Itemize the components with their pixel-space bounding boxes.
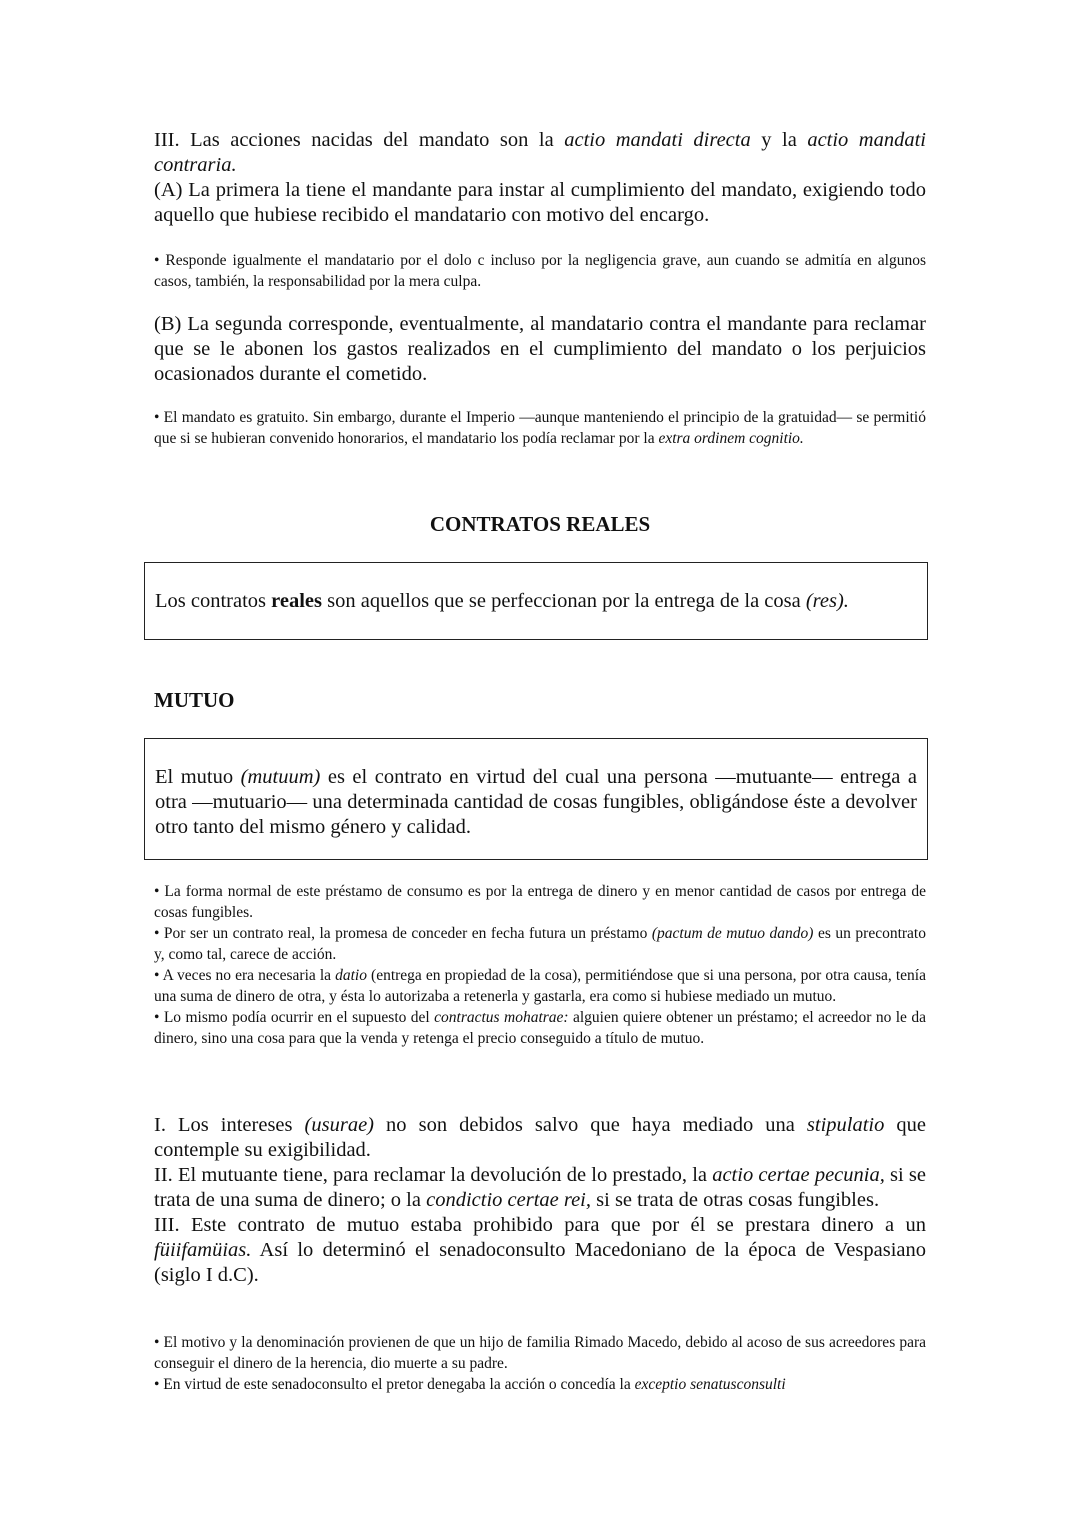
text: II. El mutuante tiene, para reclamar la devolución de lo prestado, la <box>154 1164 713 1186</box>
italic-term: stipulatio <box>806 1114 885 1136</box>
text: • El mandato es gratuito. Sin embargo, durante el Imperio —aunque manteniendo el principio de la gratuidad— se permitió que si se hubieran convenido honorarios, el mandatario los podía reclamar por la <box>154 409 926 447</box>
text: Así lo determinó el senadoconsulto Macedoniano de la época de Vespasiano (siglo I d.C). <box>154 1239 926 1286</box>
paragraph-actions-mandato <box>154 128 926 178</box>
text: • A veces no era necesaria la <box>154 967 336 984</box>
heading-mutuo: MUTUO <box>154 688 235 712</box>
text: son aquellos que se perfeccionan por la entrega de la cosa <box>322 590 806 612</box>
mutuo-notes <box>154 881 926 1049</box>
italic-term: extra ordinem cognitio. <box>658 430 804 447</box>
text: que contemple su exigibilidad. <box>154 1114 926 1161</box>
list-item: • El motivo y la denominación provienen de que un hijo de familia Rimado Macedo, debido al acoso de sus acreedores para conseguir el dinero de la herencia, dio muerte a su padre. <box>154 1334 926 1372</box>
list-item <box>154 965 926 1007</box>
definition-text <box>155 589 917 614</box>
list-item <box>154 1007 926 1049</box>
bold-term: reales <box>271 590 323 612</box>
paragraph-b: (B) La segunda corresponde, eventualmente, al mandatario contra el mandante para reclamar que se le abonen los gastos realizados en el cumplimiento del mandato o los perjuicios ocasionados durante el cometido. <box>154 313 926 385</box>
text: III. Este contrato de mutuo estaba prohibido para que por él se prestara dinero a un <box>154 1214 926 1236</box>
italic-term: condictio certae rei, <box>426 1189 592 1211</box>
rule-acciones <box>154 1163 926 1213</box>
section-title-contratos-reales: CONTRATOS REALES <box>429 512 651 536</box>
text: • En virtud de este senadoconsulto el pretor denegaba la acción o concedía la <box>154 1376 635 1393</box>
italic-term: (mutuum) <box>240 766 321 788</box>
text: es el contrato en virtud del cual una persona —mutuante— entrega a otra —mutuario— una determinada cantidad de cosas fungibles, obligándose éste a devolver otro tanto del mismo género y calidad. <box>155 766 917 838</box>
italic-term: datio <box>335 967 367 984</box>
mutuo-rules <box>154 1113 926 1288</box>
definition-text <box>155 765 917 840</box>
italic-term: actio mandati directa <box>564 129 751 151</box>
text: si se trata de una suma de dinero; o la <box>154 1164 926 1211</box>
text: si se trata de otras cosas fungibles. <box>591 1189 880 1211</box>
paragraph-a: (A) La primera la tiene el mandante para instar al cumplimiento del mandato, exigiendo todo aquello que hubiese recibido el mandatario con motivo del encargo. <box>154 179 926 226</box>
definition-box-mutuo <box>144 738 928 860</box>
rule-prohibicion <box>154 1213 926 1288</box>
text: alguien quiere obtener un préstamo; el acreedor no le da dinero, sino una cosa para que la venda y retenga el precio conseguido a título de mutuo. <box>154 1009 926 1047</box>
text: (entrega en propiedad de la cosa), permitiéndose que si una persona, por otra causa, tenía una suma de dinero de otra, y ésta lo autorizaba a retenerla y gastarla, era como si hubiese mediado un mutuo. <box>154 967 926 1005</box>
text: es un precontrato y, como tal, carece de acción. <box>154 925 926 963</box>
text: no son debidos salvo que haya mediado una <box>374 1114 807 1136</box>
text: III. Las acciones nacidas del mandato son la <box>154 129 565 151</box>
list-item: • La forma normal de este préstamo de consumo es por la entrega de dinero y en menor cantidad de casos por entrega de cosas fungibles. <box>154 883 926 921</box>
text: I. Los intereses <box>154 1114 305 1136</box>
macedoniano-notes <box>154 1332 926 1395</box>
text: • Lo mismo podía ocurrir en el supuesto del <box>154 1009 435 1026</box>
note-responsabilidad: • Responde igualmente el mandatario por el dolo c incluso por la negligencia grave, aun cuando se admitía en algunos casos, también, la responsabilidad por la mera culpa. <box>154 252 926 290</box>
list-item <box>154 1374 926 1395</box>
italic-term: (res). <box>805 590 849 612</box>
list-item <box>154 923 926 965</box>
text: El mutuo <box>155 766 241 788</box>
italic-term: actio certae pecunia, <box>712 1164 885 1186</box>
italic-term: füiifamüias. <box>154 1239 252 1261</box>
definition-box-contratos-reales <box>144 562 928 640</box>
italic-term: exceptio senatusconsulti <box>634 1376 786 1393</box>
italic-term: (pactum de mutuo dando) <box>651 925 814 942</box>
italic-term: actio mandati contraria. <box>154 129 927 176</box>
text: y la <box>750 129 808 151</box>
italic-term: contractus mohatrae: <box>434 1009 569 1026</box>
text: Los contratos <box>155 590 272 612</box>
note-gratuito <box>154 407 926 449</box>
italic-term: (usurae) <box>304 1114 375 1136</box>
rule-intereses <box>154 1113 926 1163</box>
text: • Por ser un contrato real, la promesa de conceder en fecha futura un préstamo <box>154 925 652 942</box>
